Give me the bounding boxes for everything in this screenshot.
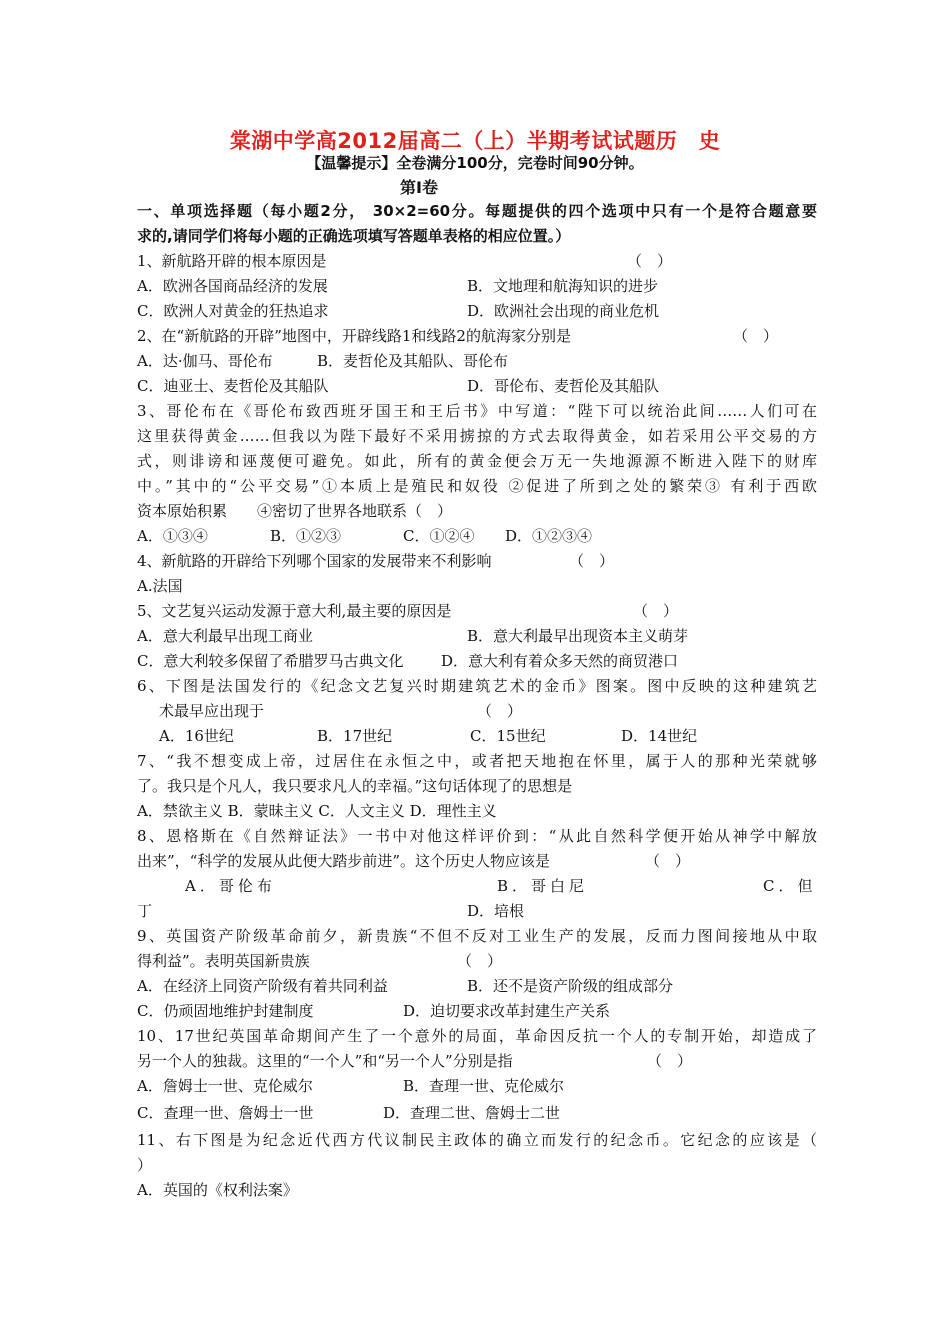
option-c: C．仍顽固地维护封建制度 — [137, 1002, 314, 1020]
exam-title: 棠湖中学高2012届高二（上）半期考试试题历 史 — [229, 129, 721, 153]
option-c: C．但 — [763, 877, 817, 895]
option-d: D．哥伦布、麦哲伦及其船队 — [467, 377, 660, 395]
answer-paren: （ ） — [647, 1052, 693, 1070]
section-heading-line2: 求的,请同学们将每小题的正确选项填写答题单表格的相应位置。） — [137, 227, 571, 245]
option-b: B．哥白尼 — [497, 877, 589, 895]
question-10-line1: 10、17世纪英国革命期间产生了一个意外的局面，革命因反抗一个人的专制开始，却造成了 — [137, 1027, 817, 1045]
question-9-options-cd — [137, 999, 817, 1024]
option-c: C．意大利较多保留了希腊罗马古典文化 — [137, 652, 404, 670]
option-c: C．①②④ — [403, 527, 475, 545]
answer-paren: （ ） — [627, 252, 673, 270]
question-9-line2 — [137, 949, 817, 974]
question-10-options-ab — [137, 1074, 817, 1101]
option-d: D．迫切要求改革封建生产关系 — [403, 1002, 611, 1020]
option-b: B．查理一世、克伦威尔 — [403, 1077, 565, 1095]
question-8-line2 — [137, 849, 817, 874]
option-b: B．①②③ — [270, 527, 342, 545]
question-1 — [137, 249, 817, 274]
question-stem: 1、新航路开辟的根本原因是 — [137, 252, 327, 270]
question-3-line5: 资本原始积累 ④密切了世界各地联系（ ） — [137, 502, 453, 520]
option-d: D．14世纪 — [621, 727, 698, 745]
question-9-options-ab — [137, 974, 817, 999]
option-a: A．哥伦布 — [185, 877, 276, 895]
answer-paren: （ ） — [733, 327, 779, 345]
question-3-line2: 这里获得黄金……但我以为陛下最好不采用掳掠的方式去取得黄金，如若采用公平交易的方 — [137, 427, 817, 445]
option-b: B．麦哲伦及其船队、哥伦布 — [317, 352, 509, 370]
question-5 — [137, 599, 817, 624]
question-stem: 2、在“新航路的开辟”地图中，开辟线路1和线路2的航海家分别是 — [137, 327, 571, 345]
exam-tip: 【温馨提示】全卷满分100分，完卷时间90分钟。 — [306, 154, 644, 172]
option-c: C．欧洲人对黄金的狂热追求 — [137, 302, 329, 320]
question-10-line2 — [137, 1049, 817, 1074]
question-8-line1: 8、恩格斯在《自然辩证法》一书中对他这样评价到：“从此自然科学便开始从神学中解放 — [137, 827, 817, 845]
question-11-option-a: A．英国的《权利法案》 — [137, 1181, 298, 1199]
question-3-options — [137, 524, 817, 549]
question-1-options-cd — [137, 299, 817, 324]
question-7-line2: 了。我只是个凡人，我只要求凡人的幸福。”这句话体现了的思想是 — [137, 777, 573, 795]
option-a: A．①③④ — [137, 527, 208, 545]
option-c-continued: 丁 — [137, 902, 153, 920]
option-a: A．16世纪 — [159, 727, 234, 745]
option-a: A．达·伽马、哥伦布 — [137, 352, 273, 370]
answer-paren: （ ） — [645, 852, 691, 870]
option-c: C．15世纪 — [470, 727, 546, 745]
option-b: B．17世纪 — [317, 727, 393, 745]
question-2 — [137, 324, 817, 349]
question-8-options-abc — [137, 874, 817, 899]
answer-paren: （ ） — [633, 602, 679, 620]
question-5-options-ab — [137, 624, 817, 649]
option-b: B．意大利最早出现资本主义萌芽 — [467, 627, 689, 645]
question-6-line1: 6、下图是法国发行的《纪念文艺复兴时期建筑艺术的金币》图案。图中反映的这种建筑艺 — [137, 677, 817, 695]
question-stem: 4、新航路的开辟给下列哪个国家的发展带来不利影响 — [137, 552, 492, 570]
question-8-options-d — [137, 899, 817, 924]
question-list — [137, 199, 817, 1203]
question-10-options-cd — [137, 1101, 817, 1128]
question-2-options-cd — [137, 374, 817, 399]
question-7-options: A．禁欲主义 B．蒙昧主义 C．人文主义 D．理性主义 — [137, 802, 497, 820]
question-stem: 另一个人的独裁。这里的“一个人”和“另一个人”分别是指 — [137, 1052, 513, 1070]
question-stem: 术最早应出现于 — [159, 702, 265, 720]
question-stem: 得利益”。表明英国新贵族 — [137, 952, 310, 970]
option-b: B．文地理和航海知识的进步 — [467, 277, 659, 295]
question-2-options-ab — [137, 349, 817, 374]
option-a: A．意大利最早出现工商业 — [137, 627, 313, 645]
question-4 — [137, 549, 817, 574]
question-11-line2: ） — [137, 1156, 153, 1174]
question-1-options-ab — [137, 274, 817, 299]
option-a: A．欧洲各国商品经济的发展 — [137, 277, 328, 295]
option-c: C．迪亚士、麦哲伦及其船队 — [137, 377, 329, 395]
question-3-line3: 式，则诽谤和诬蔑便可避免。如此，所有的黄金便会万无一失地源源不断进入陛下的财库 — [137, 452, 817, 470]
option-d: D．①②③④ — [505, 527, 593, 545]
question-9-line1: 9、英国资产阶级革命前夕，新贵族“不但不反对工业生产的发展，反而力图间接地从中取 — [137, 927, 817, 945]
question-3-line4: 中。”其中的“公平交易”①本质上是殖民和奴役 ②促进了所到之处的繁荣③ 有利于西欧 — [137, 477, 817, 495]
question-6-line2 — [137, 699, 817, 724]
question-stem: 5、文艺复兴运动发源于意大利,最主要的原因是 — [137, 602, 452, 620]
question-4-option-a: A.法国 — [137, 577, 183, 595]
answer-paren: （ ） — [569, 552, 615, 570]
option-a: A．在经济上同资产阶级有着共同利益 — [137, 977, 388, 995]
question-6-options — [137, 724, 817, 749]
section-heading-line1: 一、单项选择题（每小题2分， 30×2=60分。每题提供的四个选项中只有一个是符合题意要 — [137, 202, 817, 220]
question-3-line1: 3、哥伦布在《哥伦布致西班牙国王和王后书》中写道：“陛下可以统治此间……人们可在 — [137, 402, 817, 420]
option-b: B．还不是资产阶级的组成部分 — [467, 977, 674, 995]
answer-paren: （ ） — [477, 702, 523, 720]
question-7-line1: 7、“我不想变成上帝，过居住在永恒之中，或者把天地抱在怀里，属于人的那种光荣就够 — [137, 752, 817, 770]
volume-heading: 第Ⅰ卷 — [400, 178, 438, 197]
question-11-line1: 11、右下图是为纪念近代西方代议制民主政体的确立而发行的纪念币。它纪念的应该是（ — [137, 1131, 817, 1149]
option-d: D．查理二世、詹姆士二世 — [383, 1104, 561, 1122]
option-c: C．查理一世、詹姆士一世 — [137, 1104, 314, 1122]
answer-paren: （ ） — [457, 952, 503, 970]
question-5-options-cd — [137, 649, 817, 674]
question-stem: 出来”，“科学的发展从此便大踏步前进”。这个历史人物应该是 — [137, 852, 551, 870]
option-a: A．詹姆士一世、克伦威尔 — [137, 1077, 313, 1095]
option-d: D．欧洲社会出现的商业危机 — [467, 302, 660, 320]
option-d: D．培根 — [467, 902, 525, 920]
option-d: D．意大利有着众多天然的商贸港口 — [441, 652, 679, 670]
